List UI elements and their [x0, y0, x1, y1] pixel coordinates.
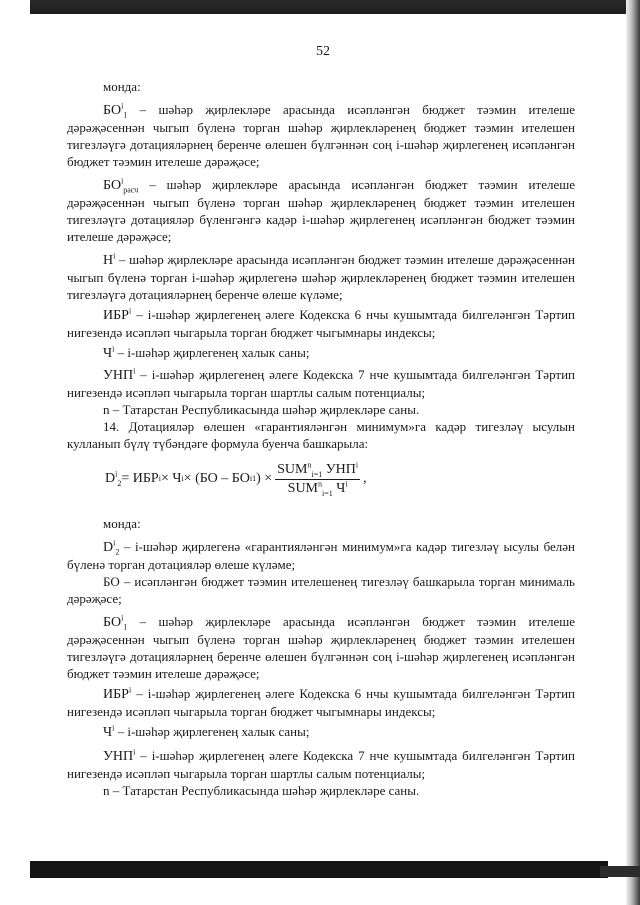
- intro-label: монда:: [103, 79, 141, 94]
- definition-text: – i-шәһәр җирлегенең әлеге Кодекска 6 нчы кушымтада билгеләнгән Тәртип нигезендә исәпләп чыгарыла торган бюджет чыгымнары индексы;: [67, 307, 575, 340]
- definition-text: – i-шәһәр җирлегенең әлеге Кодекска 6 нчы кушымтада билгеләнгән Тәртип нигезендә исәпләп чыгарыла торган бюджет чыгымнары индексы;: [67, 686, 575, 719]
- formula-fraction: [275, 459, 360, 498]
- page-number: 52: [316, 44, 330, 59]
- definition-unp-i-2: УНП$^i$ – i-шәһәр җирлегенең әлеге Кодекска 7 нче кушымтада билгеләнгән Тәртип нигезендә исәпләп чыгарыла торган шартлы салым потенциалы;: [67, 747, 575, 781]
- definitions-block-1: [67, 78, 575, 452]
- symbol: БО: [103, 178, 122, 193]
- definition-d-i: $D^i_2$ – i-шәһәр җирлегенә «гарантияләнгән минимум»га кадәр тигезләү ысулы белән бүленә торган дотацияләр өлеше күләме;: [67, 538, 575, 572]
- fraction-denominator: $SUM^n_{i=1}$ $Ч^i$: [287, 478, 348, 498]
- definition-text: – шәһәр җирлекләре арасында исәпләнгән бюджет тәэмин ителеше дәрәҗәсеннән чыгып бүленә торган шәһәр җирлекләренең бюджет тәэмин ителешен тигезләүгә дотацияләрнең беренче өлешен бүлгәннән соң i-шәһәр җирлегенең исәпләнгән бюджет тәэмин ителеше дәрәҗәсе;: [67, 102, 575, 169]
- definition-ch-i: $Ч^i$ – i-шәһәр җирлегенең халык саны;: [103, 344, 310, 361]
- symbol: УНП: [103, 368, 134, 383]
- scan-edge-bottom-tail: [600, 866, 640, 877]
- symbol: D: [103, 540, 114, 555]
- formula-lhs: $D^i_2$: [105, 469, 122, 488]
- formula-d2: $D^i_2$ = ИБР i × Ч i × (БО – БО i 1 ) × $\frac{SUM^n_{i=1} УНП^i}{SUM^n_{i=1} Ч^i}$ ,: [105, 459, 367, 498]
- definition-bo-i: $БО^i_1$ – шәһәр җирлекләре арасында исәпләнгән бюджет тәэмин ителеше дәрәҗәсеннән чыгып бүленә торган шәһәр җирлекләренең бюджет тәэмин ителешен тигезләүгә дотацияләрнең беренче өлешен бүлгәннән соң i-шәһәр җирлегенең исәпләнгән бюджет тәэмин ителеше дәрәҗәсе;: [67, 101, 575, 169]
- definitions-block-2: [67, 515, 575, 799]
- definition-text: – i-шәһәр җирлегенең халык саны;: [114, 724, 310, 739]
- definition-text: – i-шәһәр җирлегенең халык саны;: [114, 345, 310, 360]
- definition-text: – шәһәр җирлекләре арасында исәпләнгән бюджет тәэмин ителеше дәрәҗәсеннән чыгып бүленә торган i-шәһәр җирлегенә шәһәр җирлекләренең бюджет тәэмин ителешен тигезләүгә дотацияләрнең беренче өлеше күләме;: [67, 252, 575, 302]
- symbol: УНП: [103, 749, 134, 764]
- definition-ch-i-2: $Ч^i$ – i-шәһәр җирлегенең халык саны;: [103, 723, 310, 740]
- definition-text: – i-шәһәр җирлегенең әлеге Кодекска 7 нче кушымтада билгеләнгән Тәртип нигезендә исәпләп чыгарыла торган шартлы салым потенциалы;: [67, 748, 575, 781]
- symbol: Н: [103, 253, 114, 268]
- symbol: БО: [103, 615, 122, 630]
- symbol: ИБР: [103, 308, 129, 323]
- definition-bo-rasch: $БО^i_{расч}$ – шәһәр җирлекләре арасында исәпләнгән бюджет тәэмин ителеше дәрәҗәсеннән чыгып бүленә торган шәһәр җирлекләренең бюджет тәэмин ителешен тигезләүгә дотацияләр бүленгәнгә кадәр i-шәһәр җирлегенең исәпләнгән бюджет тәэмин ителеше дәрәҗәсе;: [67, 176, 575, 244]
- definition-text: – шәһәр җирлекләре арасында исәпләнгән бюджет тәэмин ителеше дәрәҗәсеннән чыгып бүленә торган шәһәр җирлекләренең бюджет тәэмин ителешен тигезләүгә дотацияләр бүленгәнгә кадәр i-шәһәр җирлегенең исәпләнгән бюджет тәэмин ителеше дәрәҗәсе;: [67, 177, 575, 244]
- symbol: БО: [103, 103, 122, 118]
- symbol: ИБР: [103, 687, 129, 702]
- definition-n-2: n – Татарстан Республикасында шәһәр җирлекләре саны.: [103, 783, 420, 798]
- scan-edge-top: [30, 0, 630, 14]
- definition-text: – шәһәр җирлекләре арасында исәпләнгән бюджет тәэмин ителеше дәрәҗәсеннән чыгып бүленә торган шәһәр җирлекләренең бюджет тәэмин ителешен тигезләүгә дотацияләрнең беренче өлешен бүлгәннән соң i-шәһәр җирлегенең исәпләнгән бюджет тәэмин ителеше дәрәҗәсе;: [67, 614, 575, 681]
- definition-unp-i: УНП$^i$ – i-шәһәр җирлегенең әлеге Кодекска 7 нче кушымтада билгеләнгән Тәртип нигезендә исәпләп чыгарыла торган шартлы салым потенциалы;: [67, 366, 575, 400]
- scan-edge-bottom: [30, 861, 608, 878]
- item-14: 14. Дотацияләр өлешен «гарантияләнгән минимум»га кадәр тигезләү ысулын кулланып бүлү түбәндәге формула буенча башкарыла:: [67, 419, 575, 451]
- intro-label: монда:: [103, 516, 141, 531]
- symbol: Ч: [103, 725, 113, 740]
- definition-bo-i-2: $БО^i_1$ – шәһәр җирлекләре арасында исәпләнгән бюджет тәэмин ителеше дәрәҗәсеннән чыгып бүленә торган шәһәр җирлекләренең бюджет тәэмин ителешен тигезләүгә дотацияләрнең беренче өлешен бүлгәннән соң i-шәһәр җирлегенең исәпләнгән бюджет тәэмин ителеше дәрәҗәсе;: [67, 613, 575, 681]
- fraction-numerator: $SUM^n_{i=1}$ УНП$^i$: [277, 459, 359, 479]
- symbol: Ч: [103, 346, 113, 361]
- definition-text: – i-шәһәр җирлегенең әлеге Кодекска 7 нче кушымтада билгеләнгән Тәртип нигезендә исәпләп чыгарыла торган шартлы салым потенциалы;: [67, 367, 575, 400]
- definition-ibr-i: ИБР$^i$ – i-шәһәр җирлегенең әлеге Кодекска 6 нчы кушымтада билгеләнгән Тәртип нигезендә исәпләп чыгарыла торган бюджет чыгымнары индексы;: [67, 306, 575, 340]
- definition-n: n – Татарстан Республикасында шәһәр җирлекләре саны.: [103, 402, 420, 417]
- definition-ibr-i-2: ИБР$^i$ – i-шәһәр җирлегенең әлеге Кодекска 6 нчы кушымтада билгеләнгән Тәртип нигезендә исәпләп чыгарыла торган бюджет чыгымнары индексы;: [67, 685, 575, 719]
- definition-bo: БО – исәпләнгән бюджет тәэмин ителешенең тигезләү башкарыла торган минималь дәрәҗәсе;: [67, 574, 575, 606]
- definition-h-i: $Н^i$ – шәһәр җирлекләре арасында исәпләнгән бюджет тәэмин ителеше дәрәҗәсеннән чыгып бүленә торган i-шәһәр җирлегенә шәһәр җирлекләренең бюджет тәэмин ителешен тигезләүгә дотацияләрнең беренче өлеше күләме;: [67, 251, 575, 302]
- scan-edge-right: [626, 0, 640, 905]
- definition-text: – i-шәһәр җирлегенә «гарантияләнгән минимум»га кадәр тигезләү ысулы белән бүленә торган дотацияләр өлеше күләме;: [67, 539, 575, 572]
